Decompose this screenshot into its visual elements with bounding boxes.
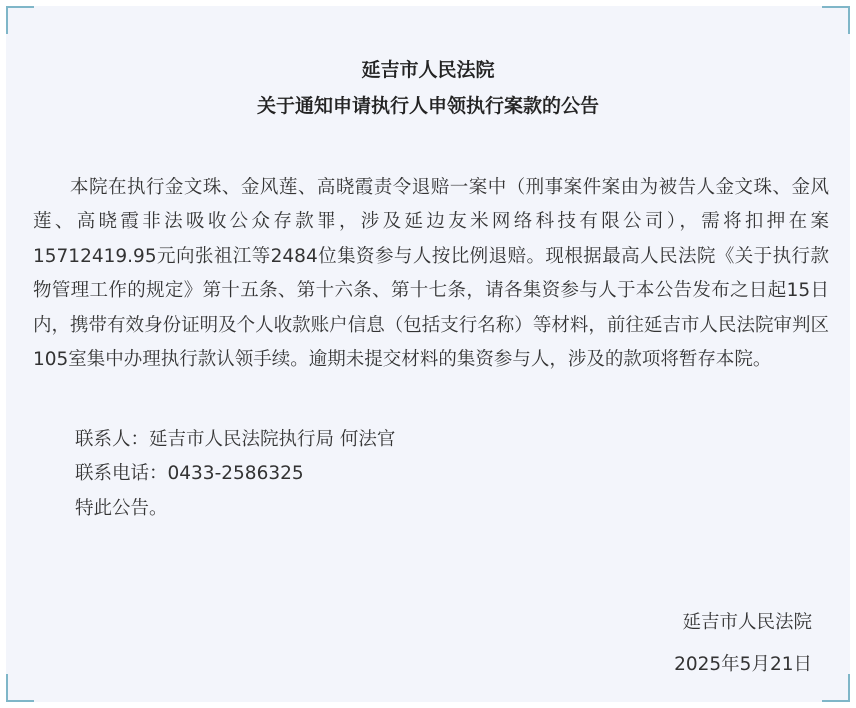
notice-card [6,6,850,702]
corner-decoration-bottom-left [6,674,34,702]
notice-title-subject: 关于通知申请执行人申领执行案款的公告 [256,95,599,117]
closing-statement: 特此公告。 [75,498,168,519]
signature-date: 2025年5月21日 [674,654,812,675]
corner-decoration-top-right [822,6,850,34]
signature-court: 延吉市人民法院 [682,612,812,633]
corner-decoration-top-left [6,6,34,34]
contact-phone: 联系电话：0433-2586325 [75,463,304,484]
notice-title-court: 延吉市人民法院 [361,59,495,81]
notice-body-paragraph: 本院在执行金文珠、金风莲、高晓霞责令退赔一案中（刑事案件案由为被告人金文珠、金风莲、高晓霞非法吸收公众存款罪，涉及延边友米网络科技有限公司），需将扣押在案15712419.95元向张祖江等2484位集资参与人按比例退赔。现根据最高人民法院《关于执行款物管理工作的规定》第十五条、第十六条、第十七条，请各集资参与人于本公告发布之日起15日内，携带有效身份证明及个人收款账户信息（包括支行名称）等材料，前往延吉市人民法院审判区105室集中办理执行款认领手续。逾期未提交材料的集资参与人，涉及的款项将暂存本院。 [33,177,829,371]
corner-decoration-bottom-right [822,674,850,702]
contact-person: 联系人：延吉市人民法院执行局 何法官 [75,429,396,450]
